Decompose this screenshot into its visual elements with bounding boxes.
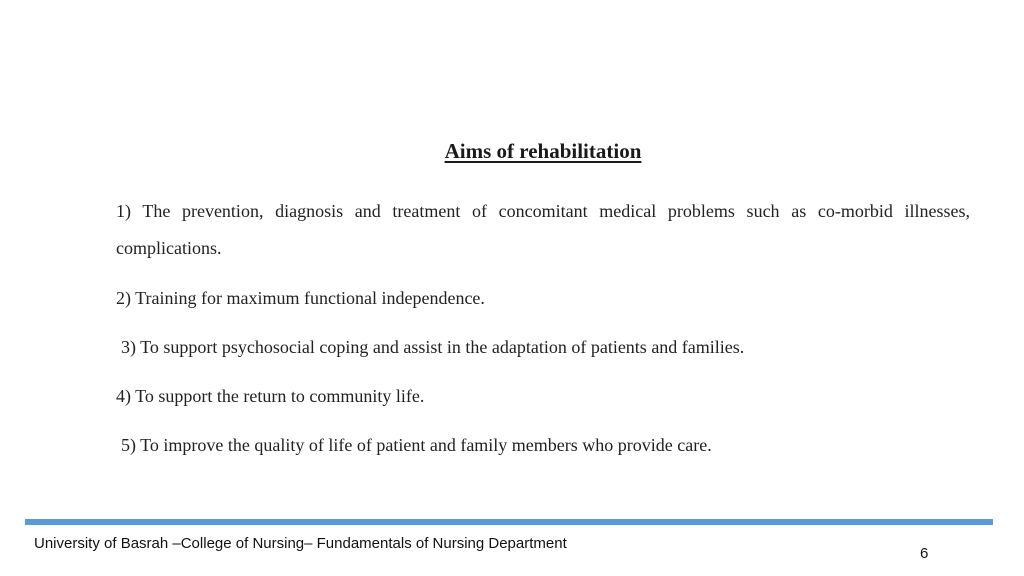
aim-item-2: 2) Training for maximum functional independence.	[116, 288, 485, 308]
aim-item-5: 5) To improve the quality of life of patient and family members who provide care.	[121, 435, 712, 455]
aims-list	[116, 193, 970, 464]
aim-item-4: 4) To support the return to community life.	[116, 386, 425, 406]
page-number: 6	[920, 545, 929, 562]
slide-title: Aims of rehabilitation	[444, 139, 642, 163]
footer-institution-text: University of Basrah –College of Nursing– Fundamentals of Nursing Department	[34, 535, 567, 552]
footer-accent-bar	[25, 519, 993, 525]
aim-item-1: 1) The prevention, diagnosis and treatment of concomitant medical problems such as co-morbid illnesses, complications.	[116, 201, 970, 258]
aim-item-3: 3) To support psychosocial coping and assist in the adaptation of patients and families.	[121, 337, 745, 357]
